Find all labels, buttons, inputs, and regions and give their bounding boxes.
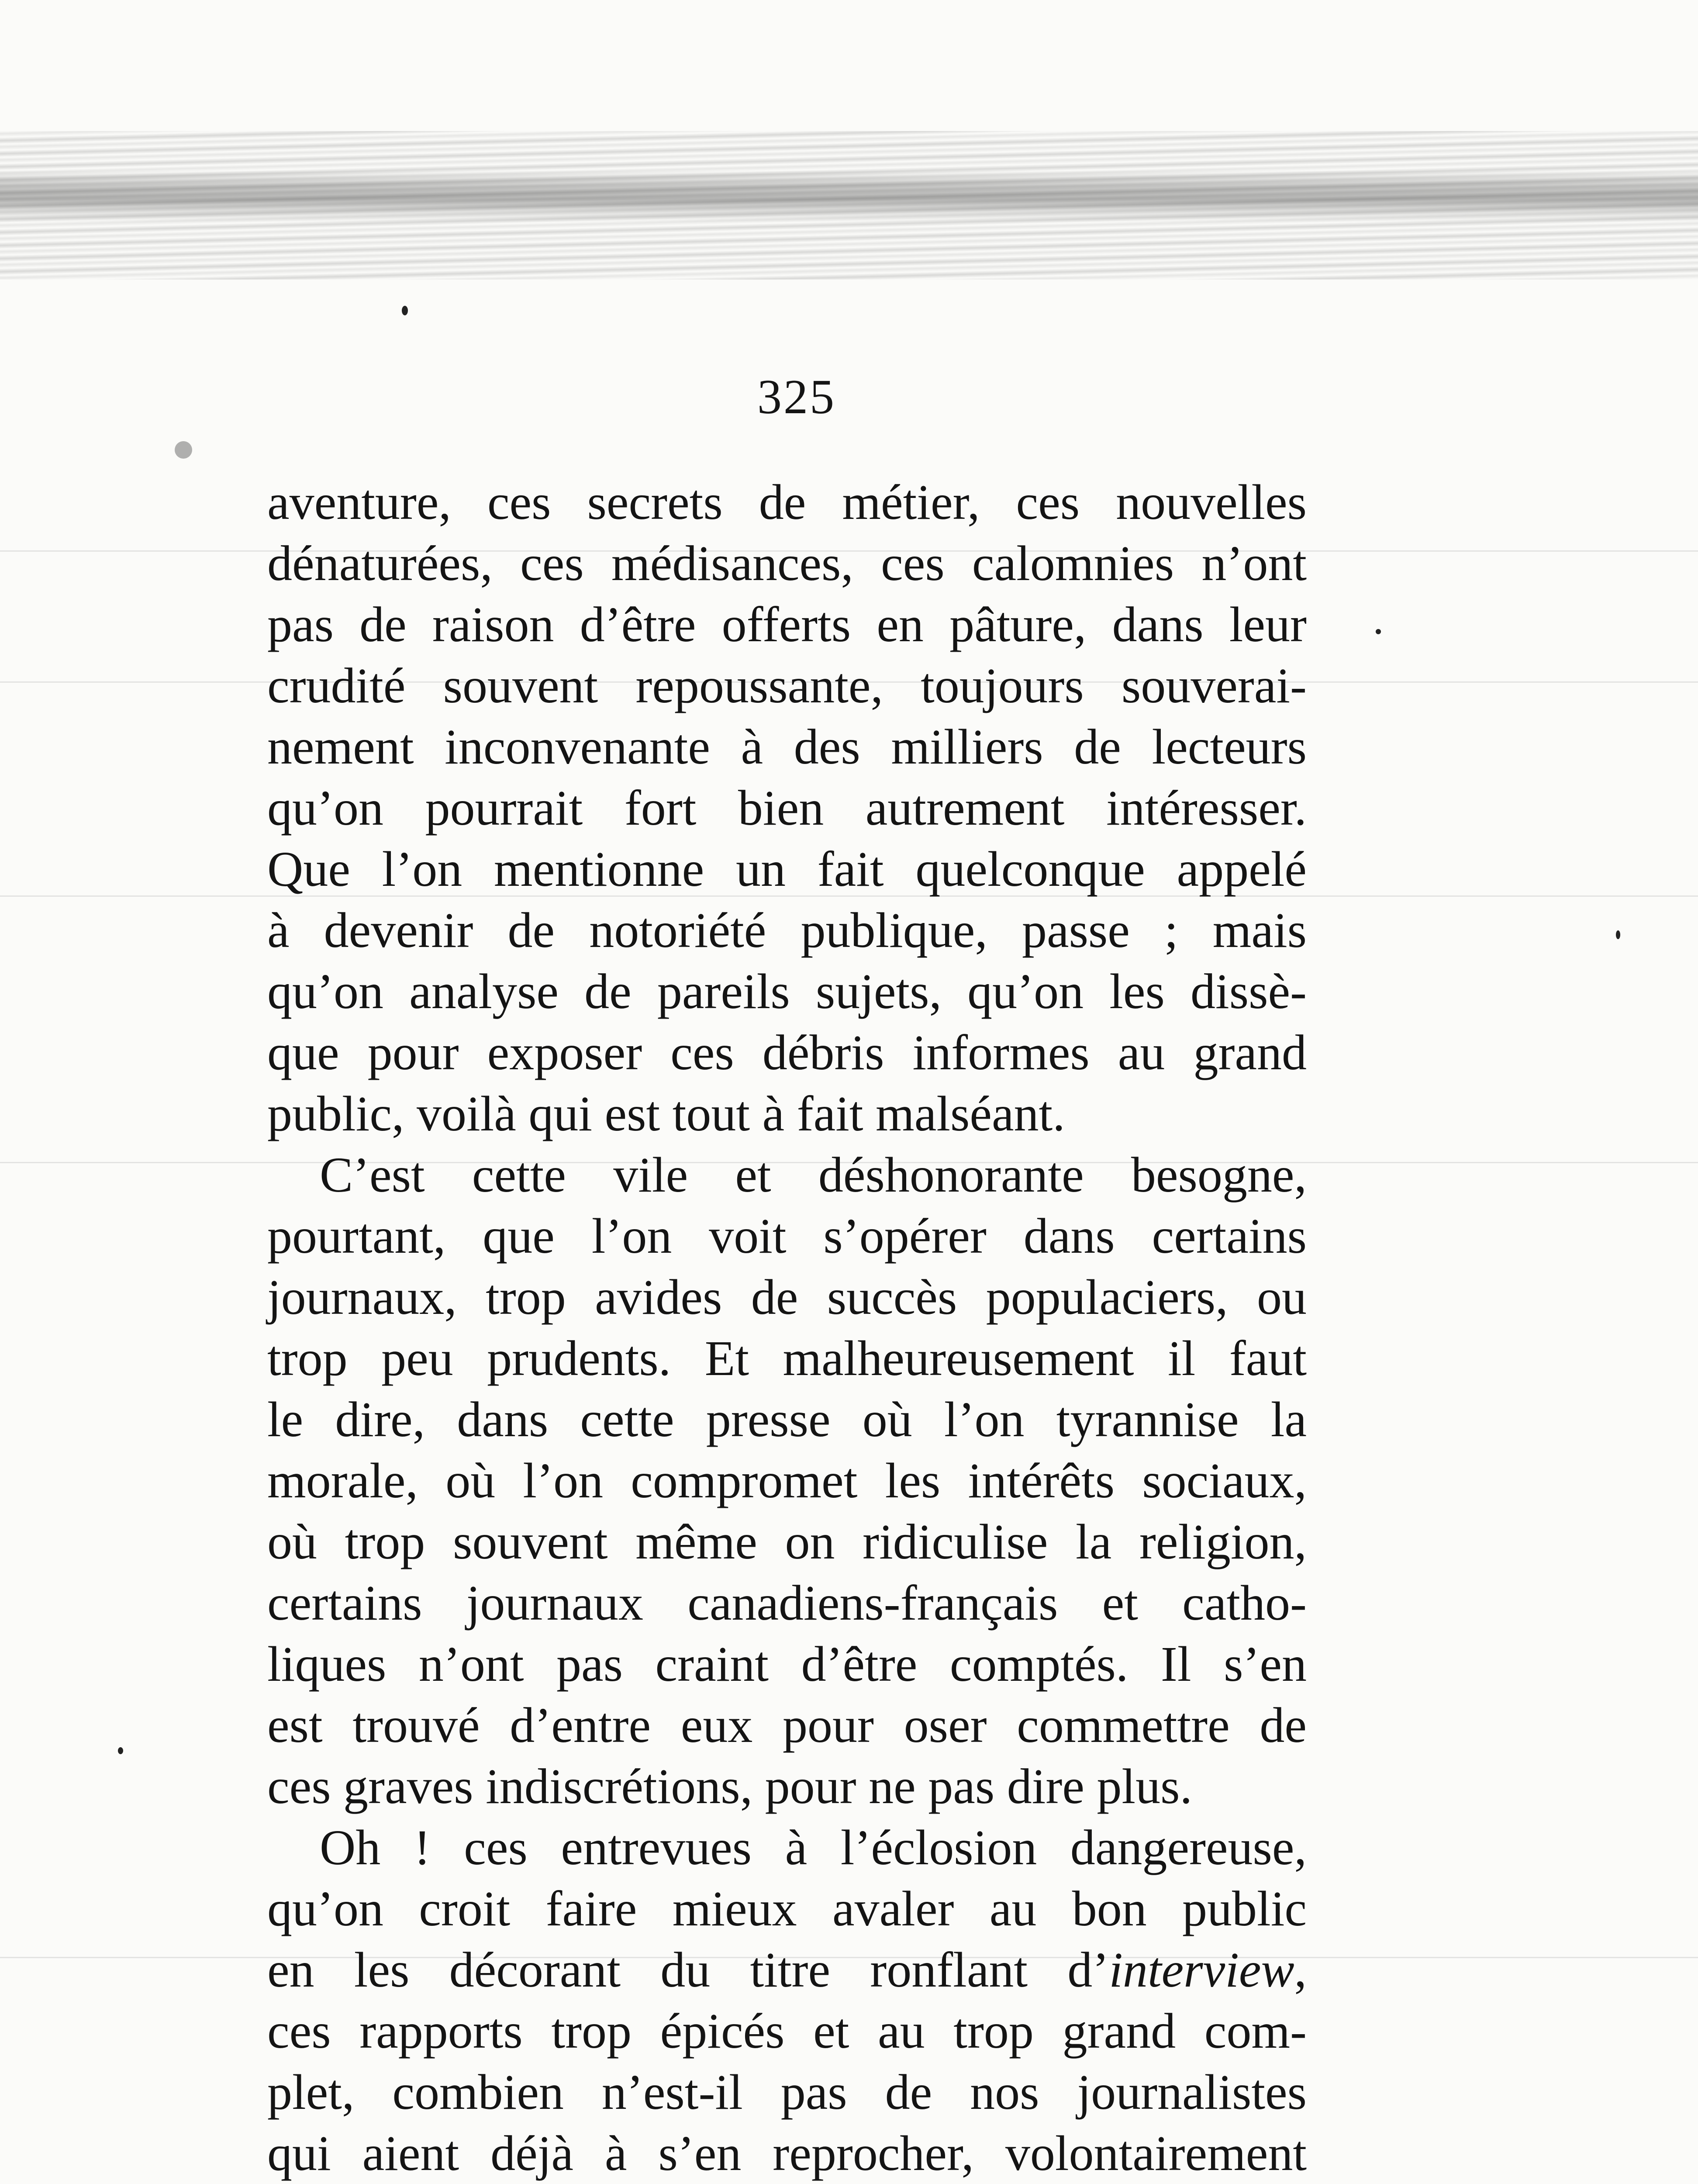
dust-speck <box>1376 629 1381 634</box>
text-line: liques n’ont pas craint d’être comptés. Il s’en <box>267 1636 1307 1692</box>
text-line: journaux, trop avides de succès populaciers, ou <box>267 1269 1307 1325</box>
text-line: dénaturées, ces médisances, ces calomnies n’ont <box>267 536 1307 591</box>
text-line: ces rapports trop épicés et au trop grand com- <box>267 2003 1307 2059</box>
text-line: aventure, ces secrets de métier, ces nouvelles <box>267 474 1307 530</box>
text-line: ces graves indiscrétions, pour ne pas dire plus. <box>267 1759 1192 1814</box>
dust-speck <box>175 441 192 459</box>
text-line: est trouvé d’entre eux pour oser commettre de <box>267 1697 1307 1753</box>
text-line: trop peu prudents. Et malheureusement il faut <box>267 1330 1307 1386</box>
scan-streaks-top <box>0 131 1698 280</box>
paragraph <box>267 1144 1307 1817</box>
text-line: à devenir de notoriété publique, passe ; mais <box>267 902 1307 958</box>
text-line: pourtant, que l’on voit s’opérer dans certains <box>267 1208 1307 1264</box>
text-line: qui aient déjà à s’en reprocher, volontairement <box>267 2125 1307 2181</box>
text-line: qu’on croit faire mieux avaler au bon public <box>267 1881 1307 1936</box>
text-line: crudité souvent repoussante, toujours souverai- <box>267 658 1307 713</box>
text-line: en les décorant du titre ronflant d’interview, <box>267 1942 1307 1997</box>
text-line: Que l’on mentionne un fait quelconque appelé <box>267 841 1307 897</box>
scan-dark-band <box>0 170 1698 223</box>
text-line: C’est cette vile et déshonorante besogne, <box>320 1147 1307 1203</box>
italic-term: interview <box>1109 1942 1294 1997</box>
dust-speck <box>118 1747 123 1754</box>
text-line: qu’on analyse de pareils sujets, qu’on les dissè- <box>267 964 1307 1019</box>
page-number: 325 <box>757 370 836 424</box>
text-line: nement inconvenante à des milliers de lecteurs <box>267 719 1307 774</box>
paragraph <box>267 472 1307 1144</box>
text-line: certains journaux canadiens-français et catho- <box>267 1575 1307 1631</box>
text-line: qu’on pourrait fort bien autrement intéresser. <box>267 780 1307 836</box>
text-line: Oh ! ces entrevues à l’éclosion dangereuse, <box>320 1820 1307 1875</box>
page-body-text <box>267 472 1307 2184</box>
text-line: pas de raison d’être offerts en pâture, dans leur <box>267 597 1307 652</box>
text-line: plet, combien n’est-il pas de nos journalistes <box>267 2064 1307 2120</box>
paragraph <box>267 1817 1307 2184</box>
dust-speck <box>1616 930 1620 939</box>
text-line: morale, où l’on compromet les intérêts sociaux, <box>267 1453 1307 1508</box>
text-line: le dire, dans cette presse où l’on tyrannise la <box>267 1392 1307 1447</box>
text-line: que pour exposer ces débris informes au grand <box>267 1025 1307 1080</box>
text-line: public, voilà qui est tout à fait malséant. <box>267 1086 1065 1141</box>
dust-speck <box>402 306 408 315</box>
text-line: où trop souvent même on ridiculise la religion, <box>267 1514 1307 1569</box>
